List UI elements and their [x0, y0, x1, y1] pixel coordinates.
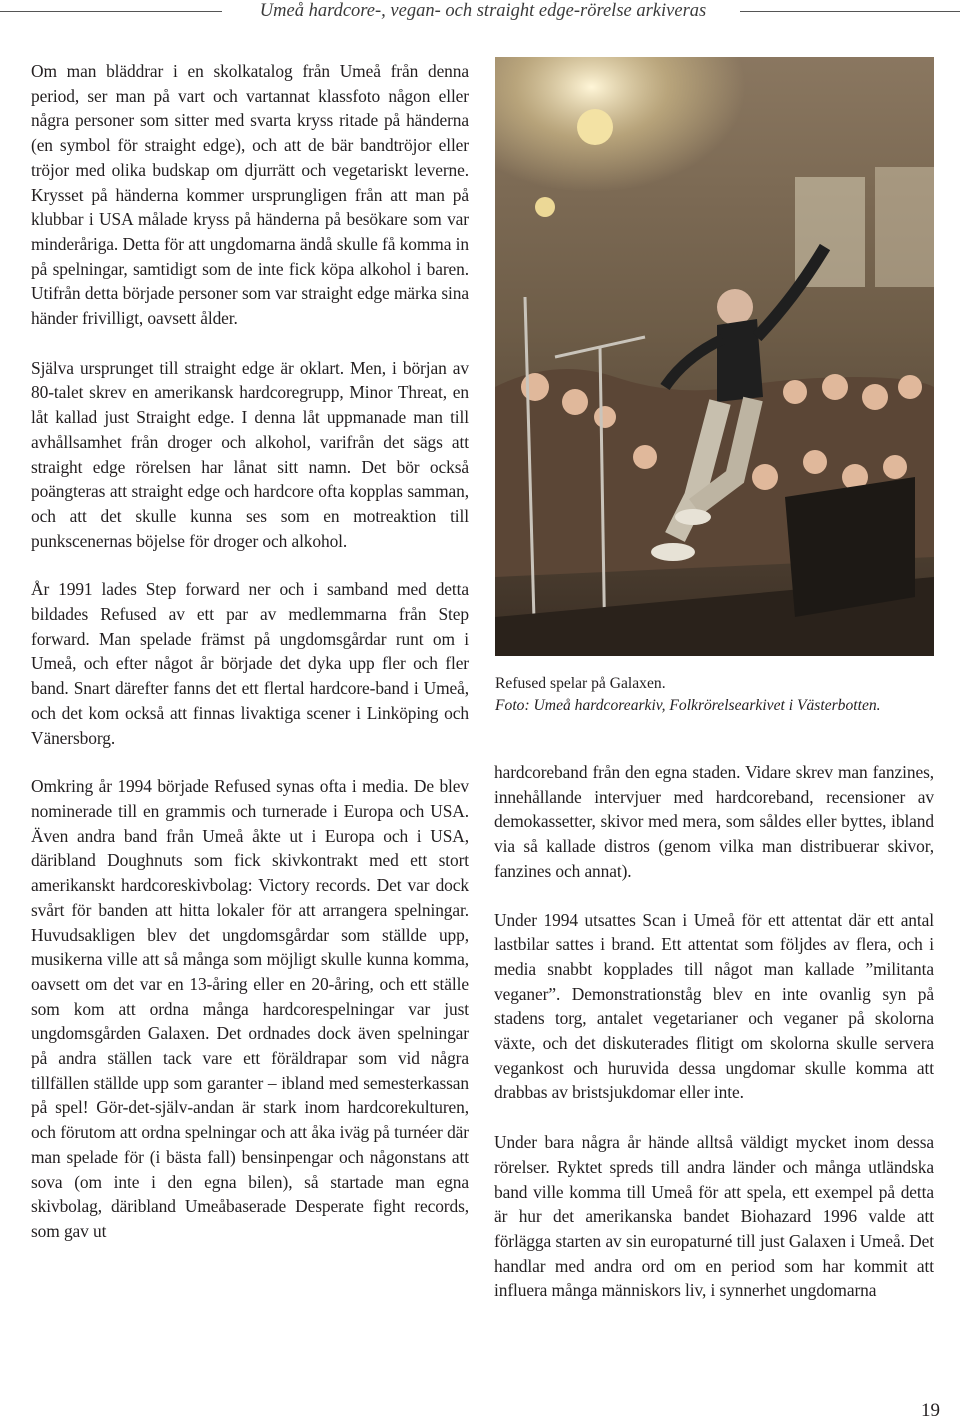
window-light [875, 167, 934, 287]
body-paragraph: Under bara några år hände alltså väldigt mycket inom dessa rörelser. Ryktet spreds till andra länder och många utländska band ville komma till Umeå för att spela, ett exempel på detta är hur det amerikanska bandet Biohazard 1996 valde att förlägga starten av sin europaturné till just Galaxen i Umeå. Det handlar med andra ord om en period som har kommit att influera många människors liv, i synnerhet ungdomarna [494, 1132, 934, 1301]
body-paragraph: Under 1994 utsattes Scan i Umeå för ett attentat där ett antal lastbilar sattes i brand. Ett attentat som följdes av flera, och i media snabbt kopplades till något man kallade ”militanta veganer”. Demonstrationståg blev en inte ovanlig syn på stadens torg, antalet vegetarianer och veganer på skolorna växte, och det diskuterades flitigt om skolorna skulle servera vegankost och huruvida dessa ungdomar skulle komma att drabbas av bristsjukdomar eller inte. [494, 909, 934, 1103]
photo-caption [495, 673, 935, 716]
page-number: 19 [921, 1400, 940, 1421]
body-paragraph: hardcoreband från den egna staden. Vidare skrev man fanzines, innehållande intervjuer med hardcoreband, recensioner av demokassetter, skivor med mera, som såldes eller byttes, ibland via så kallade distros (genom vilka man distribuerar skivor, fanzines och annat). [494, 762, 934, 881]
body-paragraph: Om man bläddrar i en skolkatalog från Umeå från denna period, ser man på vart och vartannat klassfoto någon eller några personer som sitter med svarta kryss ritade på händerna (en symbol för straight edge), och att de bär bandtröjor eller tröjor med olika budskap om djurrätt och vegetariskt leverne. Krysset på händerna kommer ursprungligen från att man på klubbar i USA målade kryss på händerna på besökare som var minderåriga. Detta för att ungdomarna ändå skulle få komma in på spelningar, samtidigt som de inte fick köpa alkohol i baren. Utifrån detta började personer som var straight edge märka sina händer frivilligt, oavsett ålder. [31, 61, 469, 329]
stage-lamp [577, 109, 613, 145]
speaker-cabinet [785, 477, 915, 617]
left-column [31, 59, 469, 1244]
body-paragraph: Själva ursprunget till straight edge är oklart. Men, i början av 80-talet skrev en amerikansk hardcoregrupp, Minor Threat, en låt kallad just Straight edge. I denna låt uppmanade man till avhållsamhet från droger och alkohol, varifrån det sägs att straight edge rörelsen har lånat sitt namn. Det bör också poängteras att straight edge och hardcore ofta kopplas samman, och att det skulle kunna ses som en motreaktion till punkscenernas böjelse för droger och alkohol. [31, 357, 469, 551]
header-rule-right [740, 11, 960, 12]
stage-lamp [535, 197, 555, 217]
caption-text: Refused spelar på Galaxen. [495, 675, 666, 692]
photo-spotlight [495, 57, 934, 357]
body-paragraph: Omkring år 1994 började Refused synas ofta i media. De blev nominerade till en grammis och turnerade i Europa och USA. Även andra band från Umeå åkte ut i Europa och i USA, däribland Doughnuts som fick skivkontrakt med ett stort amerikanskt hardcoreskivbolag: Victory records. Det var dock svårt för banden att hitta lokaler för att arrangera spelningar. Huvudsakligen blev det ungdomsgårdar som ställde upp, musikerna ville att så många som möjligt skulle kunna komma, oavsett om det var en 13-åring eller en 20-åring, och ett ställe som kom att ordna många hardcorespelningar var just ungdomsgården Galaxen. Det ordnades dock även spelningar på andra ställen tack vare ett föräldrapar som vid några tillfällen ställde upp som garanter – ibland med semesterkassan på spel! Gör-det-själv-andan är stark inom hardcorekulturen, och förutom att ordna spelningar och att åka iväg på turnéer där man spelade för (i bästa fall) bensinpengar och någonstans att sova (om inte i den egna bilen), så startade man egna skivbolag, däribland Umeåbaserade Desperate fight records, som gav ut [31, 776, 469, 1241]
concert-photo [495, 57, 934, 656]
header-rule-left [0, 11, 222, 12]
photo-credit: Foto: Umeå hardcorearkiv, Folkrörelsearkivet i Västerbotten. [495, 696, 881, 714]
running-header: Umeå hardcore-, vegan- och straight edge-rörelse arkiveras [259, 1, 707, 21]
photo-illustration [495, 57, 934, 656]
right-column [494, 760, 934, 1303]
body-paragraph: År 1991 lades Step forward ner och i samband med detta bildades Refused av ett par av medlemmarna från Step forward. Man spelade främst på ungdomsgårdar runt om i Umeå, och efter något år började det dyka upp fler och fler band. Snart därefter fanns det ett flertal hardcore-band i Umeå, och det kom också att finnas livaktiga scener i Linköping och Vänersborg. [31, 579, 469, 748]
